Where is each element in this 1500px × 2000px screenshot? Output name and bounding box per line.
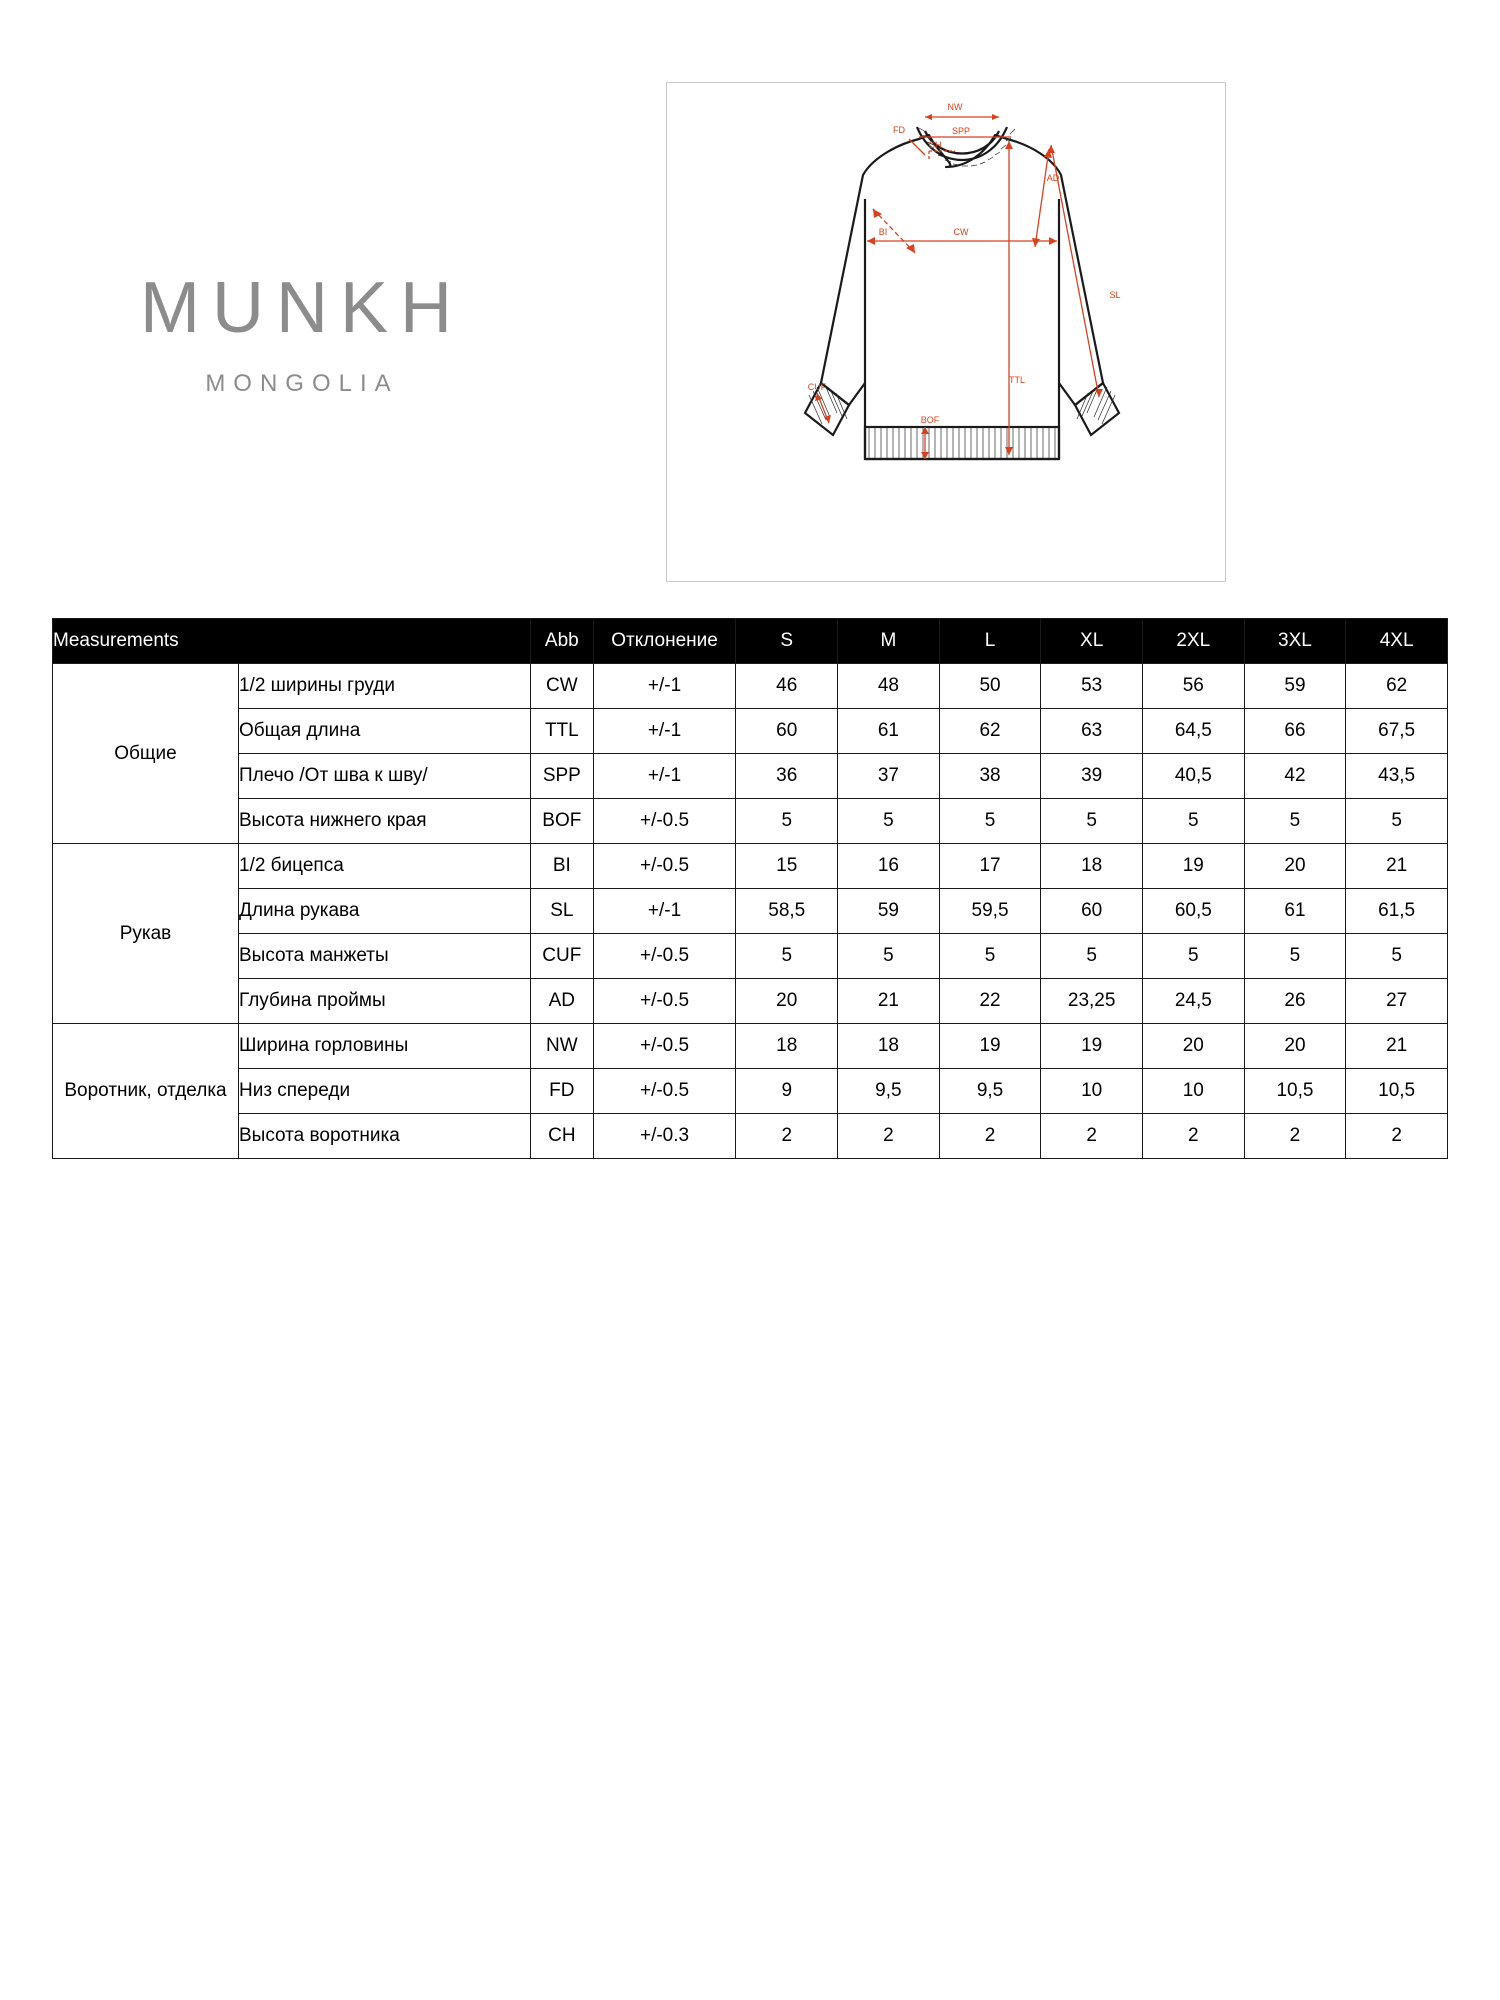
- measurement-name: Глубина проймы: [238, 979, 530, 1024]
- group-label: Рукав: [53, 844, 239, 1024]
- measurement-value: 39: [1041, 754, 1143, 799]
- measurement-name: Высота нижнего края: [238, 799, 530, 844]
- measurement-abbr: CW: [530, 664, 593, 709]
- measurement-deviation: +/-1: [593, 754, 736, 799]
- header-size-xl: XL: [1041, 619, 1143, 664]
- measurement-value: 38: [939, 754, 1041, 799]
- measurement-value: 5: [1142, 799, 1244, 844]
- measurement-value: 23,25: [1041, 979, 1143, 1024]
- measurement-abbr: CUF: [530, 934, 593, 979]
- measurement-value: 20: [736, 979, 838, 1024]
- measurement-value: 5: [939, 934, 1041, 979]
- table-header-row: [53, 619, 1448, 664]
- measurement-value: 17: [939, 844, 1041, 889]
- header-size-4xl: 4XL: [1346, 619, 1448, 664]
- measurement-abbr: BOF: [530, 799, 593, 844]
- measurement-abbr: TTL: [530, 709, 593, 754]
- group-label: Воротник, отделка: [53, 1024, 239, 1159]
- measurement-value: 19: [1041, 1024, 1143, 1069]
- measurement-value: 20: [1244, 844, 1346, 889]
- label-ad: AD: [1046, 173, 1060, 183]
- measurement-abbr: BI: [530, 844, 593, 889]
- measurement-value: 2: [736, 1114, 838, 1159]
- measurement-deviation: +/-0.5: [593, 1024, 736, 1069]
- header-abb: Abb: [530, 619, 593, 664]
- measurement-value: 10,5: [1244, 1069, 1346, 1114]
- measurement-value: 61,5: [1346, 889, 1448, 934]
- measurement-value: 46: [736, 664, 838, 709]
- measurements-table-wrapper: [52, 618, 1448, 1159]
- header-size-m: M: [838, 619, 940, 664]
- measurement-value: 58,5: [736, 889, 838, 934]
- measurement-abbr: AD: [530, 979, 593, 1024]
- measurement-value: 5: [939, 799, 1041, 844]
- measurement-value: 21: [1346, 844, 1448, 889]
- measurement-deviation: +/-0.5: [593, 1069, 736, 1114]
- measurement-value: 60: [1041, 889, 1143, 934]
- measurement-value: 27: [1346, 979, 1448, 1024]
- measurement-value: 26: [1244, 979, 1346, 1024]
- label-sl: SL: [1109, 290, 1121, 300]
- header-size-2xl: 2XL: [1142, 619, 1244, 664]
- measurement-value: 60: [736, 709, 838, 754]
- measurement-value: 16: [838, 844, 940, 889]
- measurement-value: 18: [736, 1024, 838, 1069]
- measurement-value: 43,5: [1346, 754, 1448, 799]
- label-cuf: CUF: [807, 382, 827, 392]
- measurement-name: 1/2 ширины груди: [238, 664, 530, 709]
- sweater-technical-drawing: [667, 83, 1225, 581]
- measurement-deviation: +/-0.5: [593, 799, 736, 844]
- measurement-value: 5: [1244, 799, 1346, 844]
- table-row: [53, 1024, 1448, 1069]
- header-size-3xl: 3XL: [1244, 619, 1346, 664]
- measurement-value: 40,5: [1142, 754, 1244, 799]
- measurement-abbr: CH: [530, 1114, 593, 1159]
- measurement-name: Ширина горловины: [238, 1024, 530, 1069]
- measurement-value: 19: [1142, 844, 1244, 889]
- table-body: [53, 664, 1448, 1159]
- measurement-deviation: +/-0.3: [593, 1114, 736, 1159]
- measurement-value: 50: [939, 664, 1041, 709]
- measurement-value: 5: [736, 934, 838, 979]
- label-nw: NW: [947, 102, 963, 112]
- measurement-value: 21: [1346, 1024, 1448, 1069]
- measurement-value: 37: [838, 754, 940, 799]
- measurement-value: 10: [1041, 1069, 1143, 1114]
- measurement-value: 67,5: [1346, 709, 1448, 754]
- measurement-value: 2: [1346, 1114, 1448, 1159]
- table-row: [53, 1114, 1448, 1159]
- measurement-deviation: +/-1: [593, 709, 736, 754]
- header-size-l: L: [939, 619, 1041, 664]
- table-row: [53, 1069, 1448, 1114]
- brand-name: MUNKH: [140, 268, 464, 348]
- measurement-value: 64,5: [1142, 709, 1244, 754]
- measurements-table: [52, 618, 1448, 1159]
- measurement-name: Общая длина: [238, 709, 530, 754]
- label-ch: CH: [928, 140, 942, 150]
- label-fd: FD: [893, 125, 905, 135]
- table-row: [53, 799, 1448, 844]
- measurement-value: 5: [1346, 934, 1448, 979]
- measurement-value: 61: [1244, 889, 1346, 934]
- measurement-name: Длина рукава: [238, 889, 530, 934]
- measurement-value: 61: [838, 709, 940, 754]
- measurement-value: 59: [1244, 664, 1346, 709]
- measurement-abbr: SPP: [530, 754, 593, 799]
- measurement-value: 9: [736, 1069, 838, 1114]
- measurement-deviation: +/-1: [593, 664, 736, 709]
- measurement-value: 2: [1041, 1114, 1143, 1159]
- measurement-value: 22: [939, 979, 1041, 1024]
- measurement-value: 24,5: [1142, 979, 1244, 1024]
- measurement-value: 5: [838, 934, 940, 979]
- measurement-deviation: +/-0.5: [593, 844, 736, 889]
- measurement-value: 15: [736, 844, 838, 889]
- brand-subtitle: MONGOLIA: [205, 370, 399, 397]
- measurement-value: 9,5: [939, 1069, 1041, 1114]
- measurement-value: 5: [1041, 934, 1143, 979]
- measurement-name: Высота манжеты: [238, 934, 530, 979]
- measurement-value: 10: [1142, 1069, 1244, 1114]
- measurement-value: 20: [1142, 1024, 1244, 1069]
- measurement-value: 5: [1346, 799, 1448, 844]
- label-bi: BI: [878, 227, 888, 237]
- table-row: [53, 979, 1448, 1024]
- measurement-value: 19: [939, 1024, 1041, 1069]
- table-row: [53, 664, 1448, 709]
- measurement-value: 42: [1244, 754, 1346, 799]
- measurement-value: 62: [1346, 664, 1448, 709]
- measurement-name: Плечо /От шва к шву/: [238, 754, 530, 799]
- measurement-name: 1/2 бицепса: [238, 844, 530, 889]
- measurement-deviation: +/-1: [593, 889, 736, 934]
- measurement-value: 5: [736, 799, 838, 844]
- measurement-value: 60,5: [1142, 889, 1244, 934]
- measurement-value: 2: [1142, 1114, 1244, 1159]
- measurement-value: 9,5: [838, 1069, 940, 1114]
- measurement-value: 62: [939, 709, 1041, 754]
- table-row: [53, 754, 1448, 799]
- header-area: [0, 0, 1500, 530]
- measurement-value: 20: [1244, 1024, 1346, 1069]
- table-row: [53, 934, 1448, 979]
- measurement-value: 56: [1142, 664, 1244, 709]
- measurement-name: Высота воротника: [238, 1114, 530, 1159]
- measurement-abbr: FD: [530, 1069, 593, 1114]
- measurement-value: 5: [838, 799, 940, 844]
- measurement-value: 5: [1041, 799, 1143, 844]
- header-size-s: S: [736, 619, 838, 664]
- measurement-value: 21: [838, 979, 940, 1024]
- label-ttl: TTL: [1008, 375, 1026, 385]
- table-row: [53, 709, 1448, 754]
- measurement-value: 18: [838, 1024, 940, 1069]
- measurement-value: 53: [1041, 664, 1143, 709]
- table-header: [53, 619, 1448, 664]
- measurement-value: 36: [736, 754, 838, 799]
- table-row: [53, 844, 1448, 889]
- measurement-value: 2: [939, 1114, 1041, 1159]
- brand-logo: [112, 268, 492, 398]
- group-label: Общие: [53, 664, 239, 844]
- label-cw: CW: [953, 227, 969, 237]
- measurement-value: 63: [1041, 709, 1143, 754]
- header-deviation: Отклонение: [593, 619, 736, 664]
- header-measurements: Measurements: [53, 619, 531, 664]
- measurement-value: 66: [1244, 709, 1346, 754]
- measurement-value: 2: [1244, 1114, 1346, 1159]
- label-spp: SPP: [951, 126, 971, 136]
- measurement-value: 5: [1142, 934, 1244, 979]
- label-bof: BOF: [920, 415, 940, 425]
- table-row: [53, 889, 1448, 934]
- measurement-value: 59: [838, 889, 940, 934]
- technical-drawing-panel: [666, 82, 1226, 582]
- measurement-deviation: +/-0.5: [593, 934, 736, 979]
- measurement-value: 10,5: [1346, 1069, 1448, 1114]
- measurement-value: 59,5: [939, 889, 1041, 934]
- measurement-abbr: NW: [530, 1024, 593, 1069]
- measurement-abbr: SL: [530, 889, 593, 934]
- measurement-deviation: +/-0.5: [593, 979, 736, 1024]
- measurement-name: Низ спереди: [238, 1069, 530, 1114]
- measurement-value: 48: [838, 664, 940, 709]
- measurement-value: 2: [838, 1114, 940, 1159]
- measurement-value: 18: [1041, 844, 1143, 889]
- measurement-value: 5: [1244, 934, 1346, 979]
